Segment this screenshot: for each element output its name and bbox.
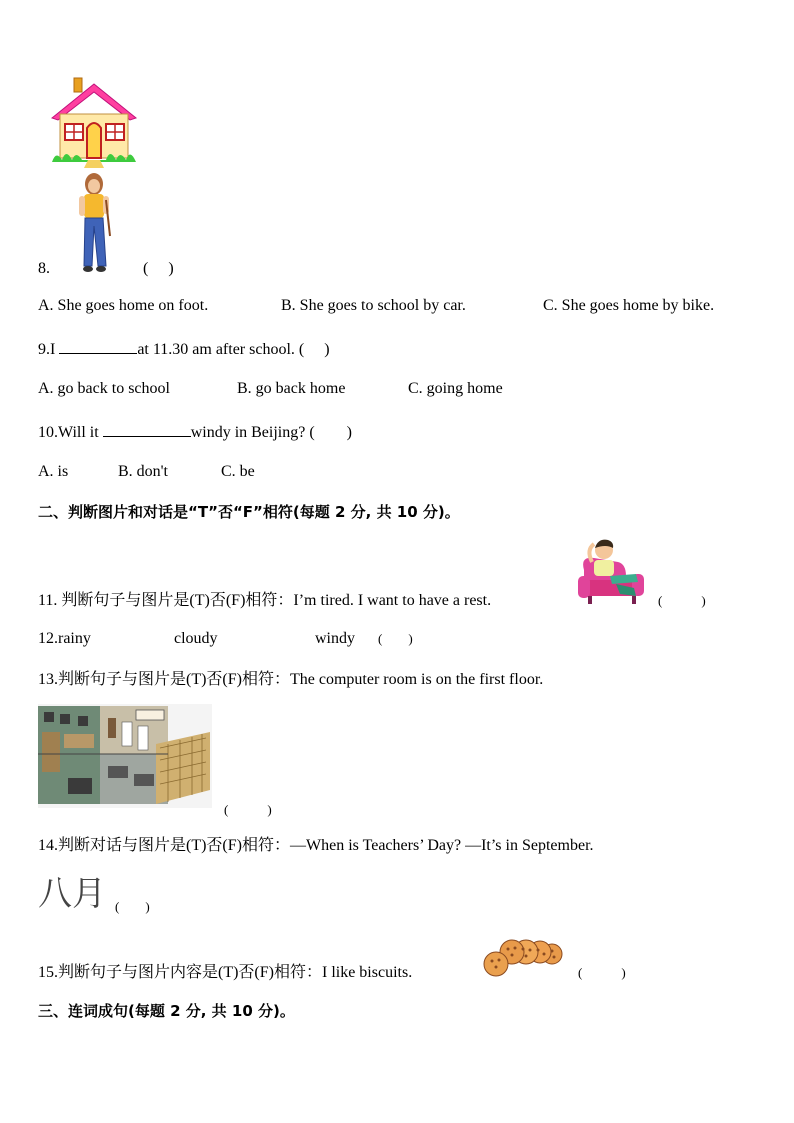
house-and-girl-illustration	[50, 76, 140, 276]
question-14-answer-paren: ( )	[115, 899, 150, 914]
boy-resting-in-armchair-picture	[574, 536, 648, 606]
school-building-cutaway-picture	[38, 704, 212, 808]
question-8-number: 8.	[38, 260, 50, 277]
august-character-picture: 八月	[38, 874, 106, 914]
question-13-text: 13.判断句子与图片是(T)否(F)相符：The computer room is on the first floor.	[38, 671, 544, 688]
section-3-heading: 三、连词成句(每题 2 分, 共 10 分)。	[38, 1002, 295, 1020]
question-8-option-b: B. She goes to school by car.	[281, 297, 466, 314]
question-8-option-a: A. She goes home on foot.	[38, 297, 209, 314]
question-12-word-windy: windy	[315, 630, 355, 647]
question-10-option-c: C. be	[221, 463, 255, 480]
question-10-prefix: 10.Will it	[38, 424, 99, 441]
question-15-text: 15.判断句子与图片内容是(T)否(F)相符：I like biscuits.	[38, 964, 413, 981]
question-12-answer-paren: ( )	[378, 631, 413, 646]
question-8	[38, 259, 50, 279]
question-10-option-a: A. is	[38, 463, 69, 480]
question-9-option-c: C. going home	[408, 380, 503, 397]
question-8-option-c: C. She goes home by bike.	[543, 297, 715, 314]
question-9-prefix: 9.I	[38, 341, 56, 358]
section-2-heading: 二、判断图片和对话是“T”否“F”相符(每题 2 分, 共 10 分)。	[38, 503, 460, 521]
question-11-text: 11. 判断句子与图片是(T)否(F)相符：I’m tired. I want to have a rest.	[38, 592, 492, 609]
question-9	[38, 338, 330, 360]
question-10-suffix: windy in Beijing? ( )	[190, 424, 353, 441]
question-12-word-rainy: 12.rainy	[38, 630, 91, 647]
question-10	[38, 421, 352, 443]
question-9-blank[interactable]	[59, 338, 137, 354]
question-11-answer-paren: ( )	[658, 593, 706, 608]
question-9-option-b: B. go back home	[237, 380, 346, 397]
question-9-suffix: at 11.30 am after school. ( )	[137, 341, 330, 358]
question-10-blank[interactable]	[103, 421, 191, 437]
biscuits-picture	[482, 936, 566, 978]
question-14-text: 14.判断对话与图片是(T)否(F)相符：—When is Teachers’ Day? —It’s in September.	[38, 837, 594, 854]
question-15-answer-paren: ( )	[578, 965, 626, 980]
question-13-answer-paren: ( )	[224, 802, 272, 817]
question-8-answer-paren: ( )	[143, 260, 174, 277]
question-9-option-a: A. go back to school	[38, 380, 170, 397]
question-12-word-cloudy: cloudy	[174, 630, 218, 647]
question-10-option-b: B. don't	[118, 463, 168, 480]
